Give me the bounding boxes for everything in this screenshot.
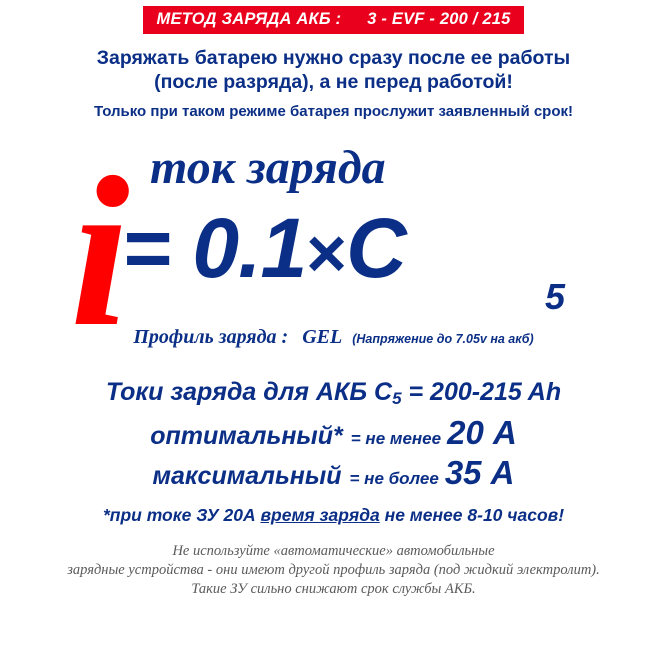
footer-disclaimer	[0, 542, 667, 600]
charge-time-note-post: не менее 8-10 часов!	[379, 504, 565, 525]
footer-line-3: Такие ЗУ сильно снижают срок службы АКБ.	[191, 581, 476, 598]
current-row-name: оптимальный*	[150, 421, 343, 450]
currents-block	[0, 378, 667, 489]
current-row-qualifier: = не менее	[350, 428, 442, 448]
current-symbol-i: i	[70, 131, 124, 371]
charge-profile-note: (Напряжение до 7.05v на акб)	[352, 331, 534, 346]
headline-subline: Только при таком режиме батарея прослужит заявленный срок!	[93, 102, 574, 120]
headline-line-2: (после разряда), а не перед работой!	[154, 70, 513, 93]
banner-title: МЕТОД ЗАРЯДА АКБ :	[156, 10, 342, 28]
currents-title-prefix: Токи заряда для АКБ C	[105, 377, 393, 406]
current-row-name: максимальный	[152, 461, 342, 490]
banner-model: 3 - EVF - 200 / 215	[367, 10, 511, 28]
current-row-maximum	[0, 453, 667, 491]
current-row-qualifier: = не более	[349, 468, 439, 488]
current-row-optimal	[0, 413, 667, 451]
formula-block	[0, 131, 667, 384]
charge-profile-value: GEL	[302, 325, 343, 348]
formula-capacity-subscript: 5	[545, 275, 566, 317]
charge-time-note-underlined: время заряда	[260, 504, 380, 525]
headline-line-1: Заряжать батарею нужно сразу после ее работы	[96, 47, 571, 69]
charge-time-note	[0, 505, 667, 526]
footer-line-2: зарядные устройства - они имеют другой профиль заряда (под жидкий электролит).	[67, 561, 600, 578]
currents-title-subscript: 5	[392, 388, 402, 408]
footer-line-1: Не используйте «автоматические» автомобильные	[172, 542, 495, 559]
formula-equation	[122, 200, 406, 297]
formula-caption: ток заряда	[150, 140, 386, 194]
current-row-value: 35 А	[444, 453, 515, 491]
charge-method-banner	[143, 6, 525, 34]
headline	[0, 47, 667, 95]
currents-title-suffix: = 200-215 Ah	[401, 377, 562, 406]
multiply-icon: ×	[306, 213, 347, 292]
formula-equation-value: = 0.1	[122, 200, 307, 295]
formula-capacity-symbol: C	[346, 200, 406, 295]
current-row-value: 20 А	[447, 413, 517, 451]
charge-time-note-pre: *при токе ЗУ 20А	[102, 504, 261, 525]
charge-profile-label: Профиль заряда :	[133, 325, 289, 348]
charge-profile-row	[0, 326, 667, 349]
banner-container	[0, 0, 667, 34]
